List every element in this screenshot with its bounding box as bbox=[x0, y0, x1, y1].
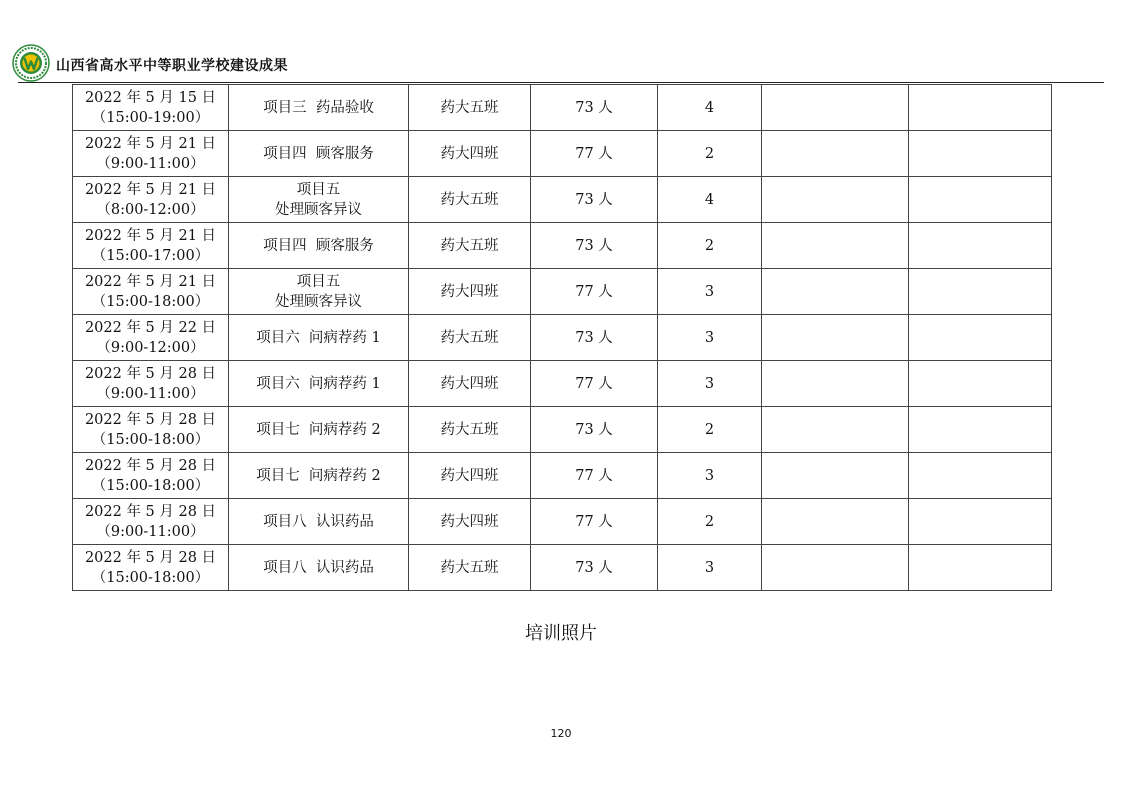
page-number: 120 bbox=[550, 727, 572, 740]
student-count-cell: 77 人 bbox=[531, 131, 658, 177]
date-text: 2022 年 5 月 28 日 bbox=[84, 549, 217, 566]
table-row bbox=[73, 131, 1052, 177]
date-text: 2022 年 5 月 15 日 bbox=[84, 89, 217, 106]
student-count-cell: 73 人 bbox=[531, 315, 658, 361]
project-cell bbox=[229, 85, 409, 131]
table-row bbox=[73, 361, 1052, 407]
student-count-cell: 77 人 bbox=[531, 269, 658, 315]
project-cell bbox=[229, 453, 409, 499]
project-text: 处理顾客异议 bbox=[275, 201, 362, 218]
header-divider bbox=[18, 82, 1104, 83]
project-cell bbox=[229, 269, 409, 315]
project-cell bbox=[229, 407, 409, 453]
date-cell bbox=[73, 223, 229, 269]
project-text: 项目五 bbox=[296, 181, 341, 198]
date-text: 2022 年 5 月 21 日 bbox=[84, 273, 217, 290]
class-cell: 药大四班 bbox=[409, 499, 531, 545]
training-schedule-table bbox=[72, 84, 1052, 591]
date-cell bbox=[73, 361, 229, 407]
time-range-text: （15:00-19:00） bbox=[91, 109, 210, 126]
project-text: 项目四 顾客服务 bbox=[263, 145, 374, 162]
time-range-text: （15:00-18:00） bbox=[91, 569, 210, 586]
project-text: 项目四 顾客服务 bbox=[263, 237, 374, 254]
class-cell: 药大五班 bbox=[409, 315, 531, 361]
project-cell bbox=[229, 177, 409, 223]
date-text: 2022 年 5 月 28 日 bbox=[84, 365, 217, 382]
table-row bbox=[73, 453, 1052, 499]
extra-cell-2 bbox=[909, 223, 1052, 269]
project-text: 项目六 问病荐药 1 bbox=[256, 329, 381, 346]
extra-cell-1 bbox=[762, 453, 909, 499]
date-cell bbox=[73, 269, 229, 315]
table-row bbox=[73, 85, 1052, 131]
extra-cell-1 bbox=[762, 545, 909, 591]
table-row bbox=[73, 499, 1052, 545]
time-range-text: （9:00-11:00） bbox=[96, 385, 205, 402]
time-range-text: （9:00-11:00） bbox=[96, 155, 205, 172]
hours-cell: 3 bbox=[658, 315, 762, 361]
project-cell bbox=[229, 315, 409, 361]
table-row bbox=[73, 315, 1052, 361]
page-header bbox=[12, 44, 1104, 84]
extra-cell-2 bbox=[909, 85, 1052, 131]
table-row bbox=[73, 545, 1052, 591]
date-cell bbox=[73, 85, 229, 131]
student-count-cell: 77 人 bbox=[531, 361, 658, 407]
extra-cell-1 bbox=[762, 223, 909, 269]
project-text: 项目六 问病荐药 1 bbox=[256, 375, 381, 392]
project-text: 处理顾客异议 bbox=[275, 293, 362, 310]
hours-cell: 2 bbox=[658, 499, 762, 545]
hours-cell: 4 bbox=[658, 177, 762, 223]
school-logo-icon bbox=[12, 44, 50, 82]
extra-cell-1 bbox=[762, 407, 909, 453]
extra-cell-1 bbox=[762, 85, 909, 131]
date-cell bbox=[73, 453, 229, 499]
time-range-text: （15:00-18:00） bbox=[91, 431, 210, 448]
extra-cell-2 bbox=[909, 407, 1052, 453]
class-cell: 药大五班 bbox=[409, 407, 531, 453]
date-text: 2022 年 5 月 21 日 bbox=[84, 181, 217, 198]
hours-cell: 3 bbox=[658, 453, 762, 499]
table-row bbox=[73, 223, 1052, 269]
class-cell: 药大五班 bbox=[409, 85, 531, 131]
project-text: 项目七 问病荐药 2 bbox=[256, 467, 381, 484]
table-body bbox=[73, 85, 1052, 591]
project-cell bbox=[229, 499, 409, 545]
date-cell bbox=[73, 407, 229, 453]
date-text: 2022 年 5 月 21 日 bbox=[84, 227, 217, 244]
class-cell: 药大五班 bbox=[409, 177, 531, 223]
student-count-cell: 73 人 bbox=[531, 177, 658, 223]
project-cell bbox=[229, 361, 409, 407]
extra-cell-2 bbox=[909, 269, 1052, 315]
date-text: 2022 年 5 月 28 日 bbox=[84, 411, 217, 428]
table-row bbox=[73, 269, 1052, 315]
hours-cell: 2 bbox=[658, 407, 762, 453]
hours-cell: 2 bbox=[658, 223, 762, 269]
project-text: 项目七 问病荐药 2 bbox=[256, 421, 381, 438]
class-cell: 药大四班 bbox=[409, 269, 531, 315]
class-cell: 药大四班 bbox=[409, 361, 531, 407]
student-count-cell: 77 人 bbox=[531, 453, 658, 499]
date-cell bbox=[73, 177, 229, 223]
table-row bbox=[73, 407, 1052, 453]
photo-section-title: 培训照片 bbox=[525, 623, 597, 644]
extra-cell-1 bbox=[762, 499, 909, 545]
class-cell: 药大五班 bbox=[409, 545, 531, 591]
extra-cell-2 bbox=[909, 453, 1052, 499]
date-cell bbox=[73, 315, 229, 361]
date-cell bbox=[73, 499, 229, 545]
extra-cell-1 bbox=[762, 131, 909, 177]
time-range-text: （9:00-11:00） bbox=[96, 523, 205, 540]
hours-cell: 3 bbox=[658, 361, 762, 407]
extra-cell-1 bbox=[762, 177, 909, 223]
date-cell bbox=[73, 545, 229, 591]
project-cell bbox=[229, 223, 409, 269]
extra-cell-2 bbox=[909, 361, 1052, 407]
project-text: 项目八 认识药品 bbox=[263, 559, 374, 576]
student-count-cell: 77 人 bbox=[531, 499, 658, 545]
time-range-text: （9:00-12:00） bbox=[96, 339, 205, 356]
header-title: 山西省高水平中等职业学校建设成果 bbox=[56, 58, 288, 74]
class-cell: 药大四班 bbox=[409, 453, 531, 499]
date-text: 2022 年 5 月 28 日 bbox=[84, 503, 217, 520]
student-count-cell: 73 人 bbox=[531, 85, 658, 131]
project-cell bbox=[229, 545, 409, 591]
extra-cell-2 bbox=[909, 177, 1052, 223]
hours-cell: 2 bbox=[658, 131, 762, 177]
hours-cell: 3 bbox=[658, 269, 762, 315]
date-cell bbox=[73, 131, 229, 177]
time-range-text: （15:00-18:00） bbox=[91, 293, 210, 310]
class-cell: 药大四班 bbox=[409, 131, 531, 177]
class-cell: 药大五班 bbox=[409, 223, 531, 269]
extra-cell-2 bbox=[909, 315, 1052, 361]
hours-cell: 3 bbox=[658, 545, 762, 591]
project-cell bbox=[229, 131, 409, 177]
table-row bbox=[73, 177, 1052, 223]
student-count-cell: 73 人 bbox=[531, 545, 658, 591]
extra-cell-1 bbox=[762, 269, 909, 315]
date-text: 2022 年 5 月 28 日 bbox=[84, 457, 217, 474]
date-text: 2022 年 5 月 21 日 bbox=[84, 135, 217, 152]
extra-cell-2 bbox=[909, 545, 1052, 591]
student-count-cell: 73 人 bbox=[531, 223, 658, 269]
date-text: 2022 年 5 月 22 日 bbox=[84, 319, 217, 336]
extra-cell-1 bbox=[762, 361, 909, 407]
student-count-cell: 73 人 bbox=[531, 407, 658, 453]
time-range-text: （8:00-12:00） bbox=[96, 201, 205, 218]
extra-cell-2 bbox=[909, 499, 1052, 545]
extra-cell-2 bbox=[909, 131, 1052, 177]
time-range-text: （15:00-18:00） bbox=[91, 477, 210, 494]
project-text: 项目八 认识药品 bbox=[263, 513, 374, 530]
project-text: 项目三 药品验收 bbox=[263, 99, 374, 116]
project-text: 项目五 bbox=[296, 273, 341, 290]
hours-cell: 4 bbox=[658, 85, 762, 131]
extra-cell-1 bbox=[762, 315, 909, 361]
time-range-text: （15:00-17:00） bbox=[91, 247, 210, 264]
